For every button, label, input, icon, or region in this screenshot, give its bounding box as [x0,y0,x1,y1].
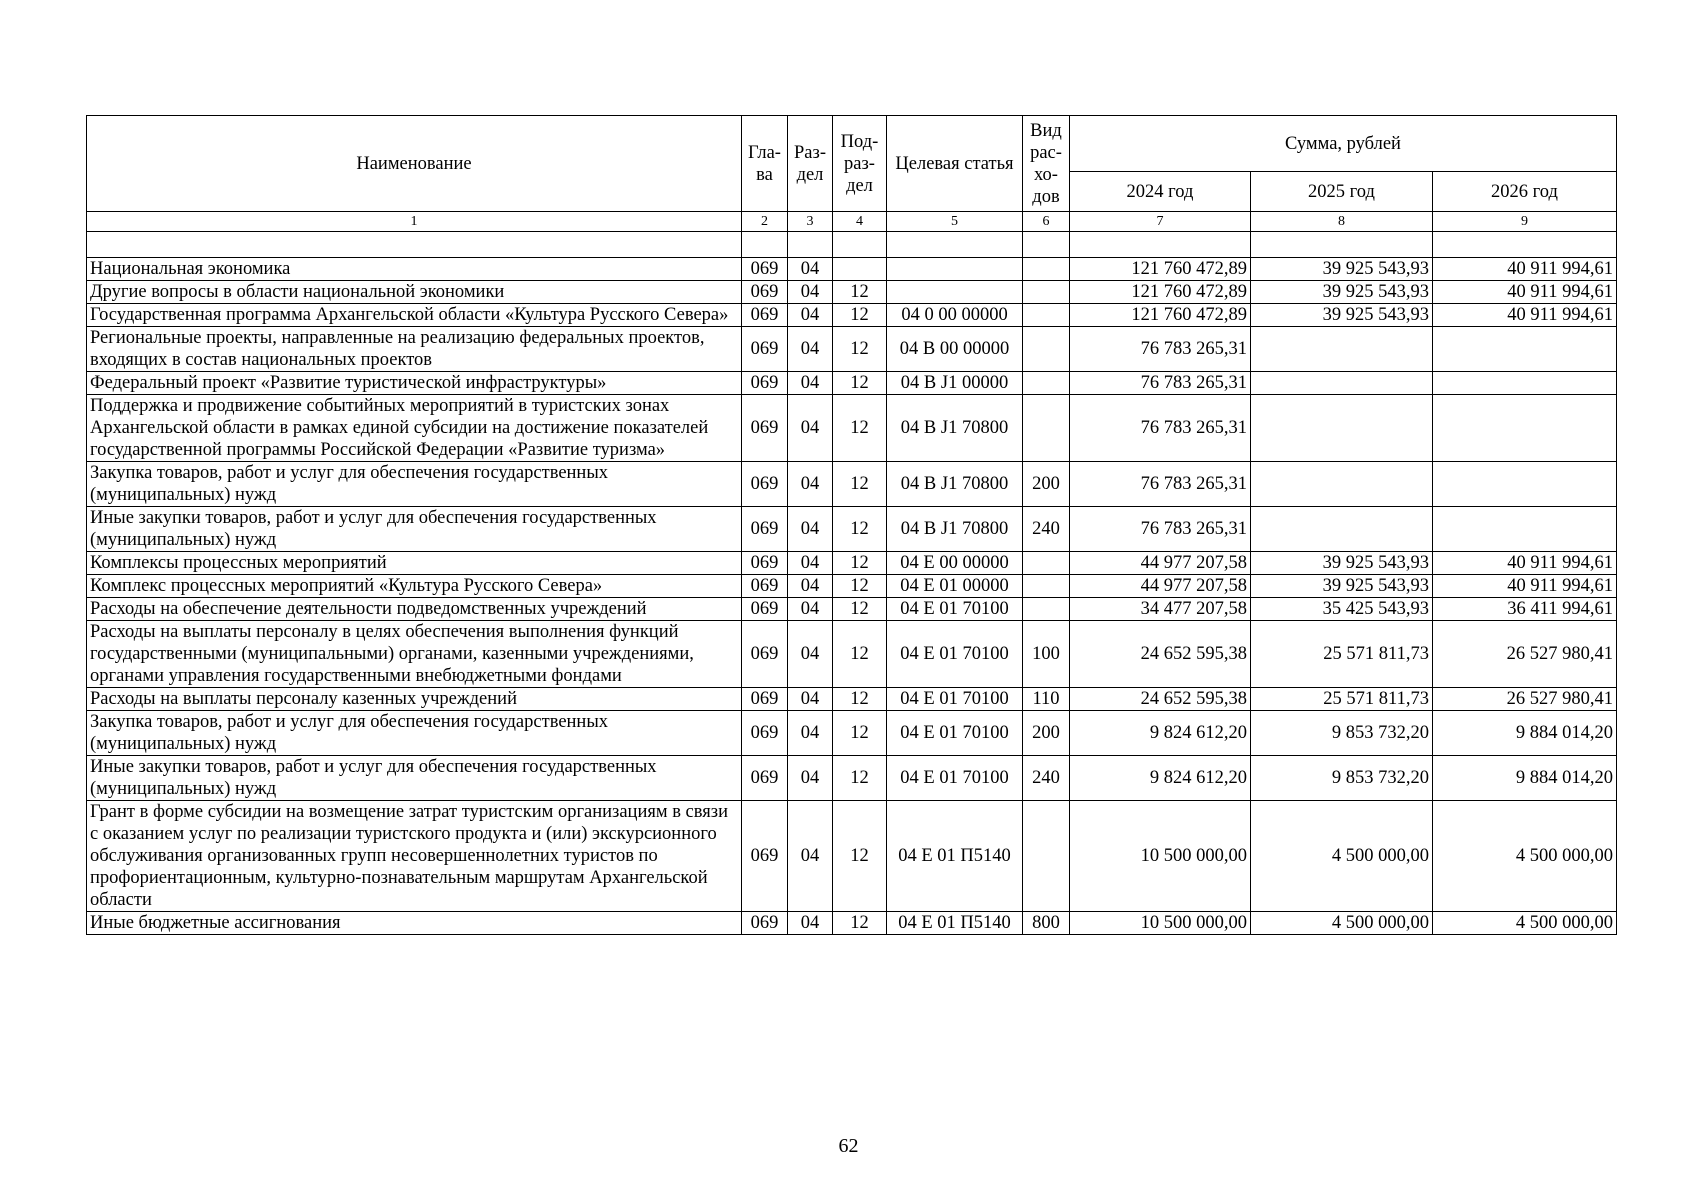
cell-razdel: 04 [788,575,833,598]
cell-sum-2024: 121 760 472,89 [1070,281,1251,304]
cell-podrazdel: 12 [833,372,887,395]
cell-expense-type [1023,552,1070,575]
cell-glava: 069 [742,304,788,327]
cell-sum-2026 [1433,395,1617,462]
cell-sum-2026 [1433,327,1617,372]
cell-target-article: 04 Е 01 00000 [887,575,1023,598]
cell-glava: 069 [742,621,788,688]
cell-sum-2025 [1251,462,1433,507]
cell-razdel: 04 [788,801,833,912]
cell-podrazdel: 12 [833,552,887,575]
table-row [87,756,1617,801]
cell-razdel: 04 [788,258,833,281]
cell-target-article: 04 В J1 70800 [887,462,1023,507]
cell-target-article: 04 Е 01 П5140 [887,912,1023,935]
table-row [87,462,1617,507]
cell-sum-2025 [1251,507,1433,552]
cell-glava: 069 [742,507,788,552]
column-number: 3 [788,212,833,232]
cell-name [87,232,742,258]
cell-sum-2024: 44 977 207,58 [1070,552,1251,575]
table-row [87,688,1617,711]
cell-razdel: 04 [788,372,833,395]
cell-podrazdel: 12 [833,711,887,756]
cell-name: Комплексы процессных мероприятий [87,552,742,575]
cell-sum-2026 [1433,507,1617,552]
column-number: 6 [1023,212,1070,232]
cell-glava: 069 [742,281,788,304]
cell-razdel: 04 [788,912,833,935]
cell-name: Расходы на обеспечение деятельности подведомственных учреждений [87,598,742,621]
cell-sum-2025: 39 925 543,93 [1251,575,1433,598]
cell-expense-type [1023,327,1070,372]
header-year-2026: 2026 год [1433,172,1617,212]
table-row [87,232,1617,258]
table-row [87,801,1617,912]
cell-expense-type [1023,575,1070,598]
cell-expense-type [1023,372,1070,395]
column-number: 9 [1433,212,1617,232]
cell-expense-type: 240 [1023,507,1070,552]
cell-podrazdel: 12 [833,395,887,462]
column-number: 2 [742,212,788,232]
column-number: 5 [887,212,1023,232]
cell-razdel: 04 [788,598,833,621]
cell-razdel: 04 [788,327,833,372]
cell-sum-2025: 4 500 000,00 [1251,912,1433,935]
cell-sum-2026 [1433,462,1617,507]
cell-glava: 069 [742,912,788,935]
cell-name: Закупка товаров, работ и услуг для обеспечения государственных (муниципальных) нужд [87,462,742,507]
table-row [87,552,1617,575]
cell-glava: 069 [742,552,788,575]
table-row [87,372,1617,395]
cell-sum-2025 [1251,327,1433,372]
cell-sum-2026: 40 911 994,61 [1433,552,1617,575]
cell-podrazdel: 12 [833,756,887,801]
table-row [87,258,1617,281]
cell-razdel: 04 [788,621,833,688]
cell-expense-type [1023,281,1070,304]
cell-glava: 069 [742,711,788,756]
cell-glava: 069 [742,372,788,395]
cell-sum-2025: 25 571 811,73 [1251,688,1433,711]
cell-podrazdel: 12 [833,462,887,507]
cell-sum-2024: 34 477 207,58 [1070,598,1251,621]
cell-sum-2026: 40 911 994,61 [1433,281,1617,304]
cell-target-article: 04 В J1 70800 [887,507,1023,552]
cell-expense-type [1023,304,1070,327]
cell-razdel: 04 [788,756,833,801]
cell-sum-2024: 24 652 595,38 [1070,688,1251,711]
cell-sum-2025: 4 500 000,00 [1251,801,1433,912]
budget-table [86,115,1617,935]
cell-target-article: 04 Е 00 00000 [887,552,1023,575]
cell-podrazdel: 12 [833,801,887,912]
cell-sum-2026: 4 500 000,00 [1433,801,1617,912]
cell-expense-type [1023,258,1070,281]
cell-sum-2024: 76 783 265,31 [1070,507,1251,552]
cell-name: Грант в форме субсидии на возмещение затрат туристским организациям в связи с оказанием услуг по реализации туристского продукта и (или) экскурсионного обслуживания организованных групп несовершеннолетних туристов по профориентационным, культурно-познавательным маршрутам Архангельской области [87,801,742,912]
header-year-2024: 2024 год [1070,172,1251,212]
table-row [87,575,1617,598]
cell-glava: 069 [742,598,788,621]
cell-name: Федеральный проект «Развитие туристической инфраструктуры» [87,372,742,395]
cell-name: Другие вопросы в области национальной экономики [87,281,742,304]
cell-sum-2025: 9 853 732,20 [1251,711,1433,756]
cell-sum-2026: 40 911 994,61 [1433,304,1617,327]
cell-sum-2024: 76 783 265,31 [1070,372,1251,395]
table-row [87,621,1617,688]
cell-glava: 069 [742,756,788,801]
cell-podrazdel: 12 [833,688,887,711]
cell-glava [742,232,788,258]
cell-name: Закупка товаров, работ и услуг для обеспечения государственных (муниципальных) нужд [87,711,742,756]
cell-target-article: 04 Е 01 70100 [887,621,1023,688]
header-name: Наименование [87,116,742,212]
header-podrazdel: Под-раз-дел [833,116,887,212]
table-row [87,711,1617,756]
cell-target-article: 04 Е 01 П5140 [887,801,1023,912]
cell-name: Иные закупки товаров, работ и услуг для обеспечения государственных (муниципальных) нужд [87,756,742,801]
header-razdel: Раз-дел [788,116,833,212]
cell-podrazdel [833,232,887,258]
cell-sum-2025 [1251,372,1433,395]
cell-podrazdel: 12 [833,327,887,372]
cell-sum-2026 [1433,372,1617,395]
cell-podrazdel: 12 [833,281,887,304]
column-number: 4 [833,212,887,232]
cell-expense-type [1023,232,1070,258]
cell-sum-2026: 9 884 014,20 [1433,711,1617,756]
cell-expense-type: 240 [1023,756,1070,801]
table-row [87,507,1617,552]
cell-expense-type: 800 [1023,912,1070,935]
cell-sum-2026: 40 911 994,61 [1433,258,1617,281]
cell-sum-2025: 9 853 732,20 [1251,756,1433,801]
cell-sum-2024: 76 783 265,31 [1070,327,1251,372]
header-year-2025: 2025 год [1251,172,1433,212]
cell-name: Поддержка и продвижение событийных мероприятий в туристских зонах Архангельской области в рамках единой субсидии на достижение показателей государственной программы Российской Федерации «Развитие туризма» [87,395,742,462]
cell-glava: 069 [742,258,788,281]
cell-name: Национальная экономика [87,258,742,281]
cell-sum-2024 [1070,232,1251,258]
cell-target-article: 04 В 00 00000 [887,327,1023,372]
cell-sum-2024: 9 824 612,20 [1070,756,1251,801]
cell-sum-2024: 76 783 265,31 [1070,462,1251,507]
cell-expense-type: 100 [1023,621,1070,688]
cell-expense-type: 110 [1023,688,1070,711]
cell-sum-2024: 121 760 472,89 [1070,258,1251,281]
cell-glava: 069 [742,688,788,711]
cell-expense-type: 200 [1023,711,1070,756]
cell-name: Региональные проекты, направленные на реализацию федеральных проектов, входящих в состав национальных проектов [87,327,742,372]
cell-expense-type [1023,801,1070,912]
cell-sum-2025: 35 425 543,93 [1251,598,1433,621]
table-row [87,281,1617,304]
cell-podrazdel: 12 [833,575,887,598]
cell-podrazdel: 12 [833,507,887,552]
cell-razdel: 04 [788,552,833,575]
header-glava: Гла-ва [742,116,788,212]
cell-sum-2024: 10 500 000,00 [1070,801,1251,912]
cell-podrazdel: 12 [833,598,887,621]
cell-name: Расходы на выплаты персоналу в целях обеспечения выполнения функций государственными (муниципальными) органами, казенными учреждениями, органами управления государственными внебюджетными фондами [87,621,742,688]
cell-razdel: 04 [788,304,833,327]
cell-target-article: 04 Е 01 70100 [887,711,1023,756]
table-row [87,598,1617,621]
cell-glava: 069 [742,462,788,507]
cell-razdel [788,232,833,258]
cell-target-article [887,281,1023,304]
cell-target-article [887,258,1023,281]
cell-name: Расходы на выплаты персоналу казенных учреждений [87,688,742,711]
column-number: 7 [1070,212,1251,232]
cell-name: Иные закупки товаров, работ и услуг для обеспечения государственных (муниципальных) нужд [87,507,742,552]
column-number-row [87,212,1617,232]
cell-sum-2026: 26 527 980,41 [1433,688,1617,711]
cell-podrazdel: 12 [833,621,887,688]
cell-razdel: 04 [788,395,833,462]
header-sum: Сумма, рублей [1070,116,1617,172]
cell-sum-2025: 39 925 543,93 [1251,258,1433,281]
cell-glava: 069 [742,327,788,372]
cell-sum-2024: 9 824 612,20 [1070,711,1251,756]
cell-expense-type: 200 [1023,462,1070,507]
cell-razdel: 04 [788,462,833,507]
cell-target-article: 04 Е 01 70100 [887,598,1023,621]
cell-name: Комплекс процессных мероприятий «Культура Русского Севера» [87,575,742,598]
cell-expense-type [1023,395,1070,462]
cell-sum-2024: 44 977 207,58 [1070,575,1251,598]
cell-sum-2026: 36 411 994,61 [1433,598,1617,621]
cell-podrazdel [833,258,887,281]
cell-sum-2024: 24 652 595,38 [1070,621,1251,688]
cell-podrazdel: 12 [833,912,887,935]
cell-sum-2025 [1251,232,1433,258]
cell-podrazdel: 12 [833,304,887,327]
column-number: 8 [1251,212,1433,232]
cell-sum-2024: 121 760 472,89 [1070,304,1251,327]
header-target-article: Целевая статья [887,116,1023,212]
cell-target-article [887,232,1023,258]
table-body [87,232,1617,935]
cell-target-article: 04 Е 01 70100 [887,688,1023,711]
table-row [87,304,1617,327]
cell-razdel: 04 [788,688,833,711]
cell-sum-2025 [1251,395,1433,462]
cell-target-article: 04 Е 01 70100 [887,756,1023,801]
table-row [87,912,1617,935]
cell-sum-2025: 39 925 543,93 [1251,304,1433,327]
column-number: 1 [87,212,742,232]
cell-target-article: 04 В J1 70800 [887,395,1023,462]
cell-name: Государственная программа Архангельской области «Культура Русского Севера» [87,304,742,327]
cell-sum-2024: 76 783 265,31 [1070,395,1251,462]
cell-expense-type [1023,598,1070,621]
cell-glava: 069 [742,801,788,912]
cell-sum-2025: 25 571 811,73 [1251,621,1433,688]
cell-sum-2025: 39 925 543,93 [1251,281,1433,304]
cell-glava: 069 [742,395,788,462]
cell-sum-2024: 10 500 000,00 [1070,912,1251,935]
cell-sum-2026: 26 527 980,41 [1433,621,1617,688]
cell-sum-2026: 9 884 014,20 [1433,756,1617,801]
cell-sum-2026: 4 500 000,00 [1433,912,1617,935]
cell-razdel: 04 [788,711,833,756]
cell-sum-2026 [1433,232,1617,258]
header-expense-type: Вид рас-хо-дов [1023,116,1070,212]
cell-razdel: 04 [788,507,833,552]
cell-name: Иные бюджетные ассигнования [87,912,742,935]
table-row [87,327,1617,372]
cell-target-article: 04 В J1 00000 [887,372,1023,395]
table-row [87,395,1617,462]
cell-sum-2025: 39 925 543,93 [1251,552,1433,575]
page-number: 62 [838,1135,859,1157]
cell-razdel: 04 [788,281,833,304]
cell-glava: 069 [742,575,788,598]
cell-sum-2026: 40 911 994,61 [1433,575,1617,598]
cell-target-article: 04 0 00 00000 [887,304,1023,327]
